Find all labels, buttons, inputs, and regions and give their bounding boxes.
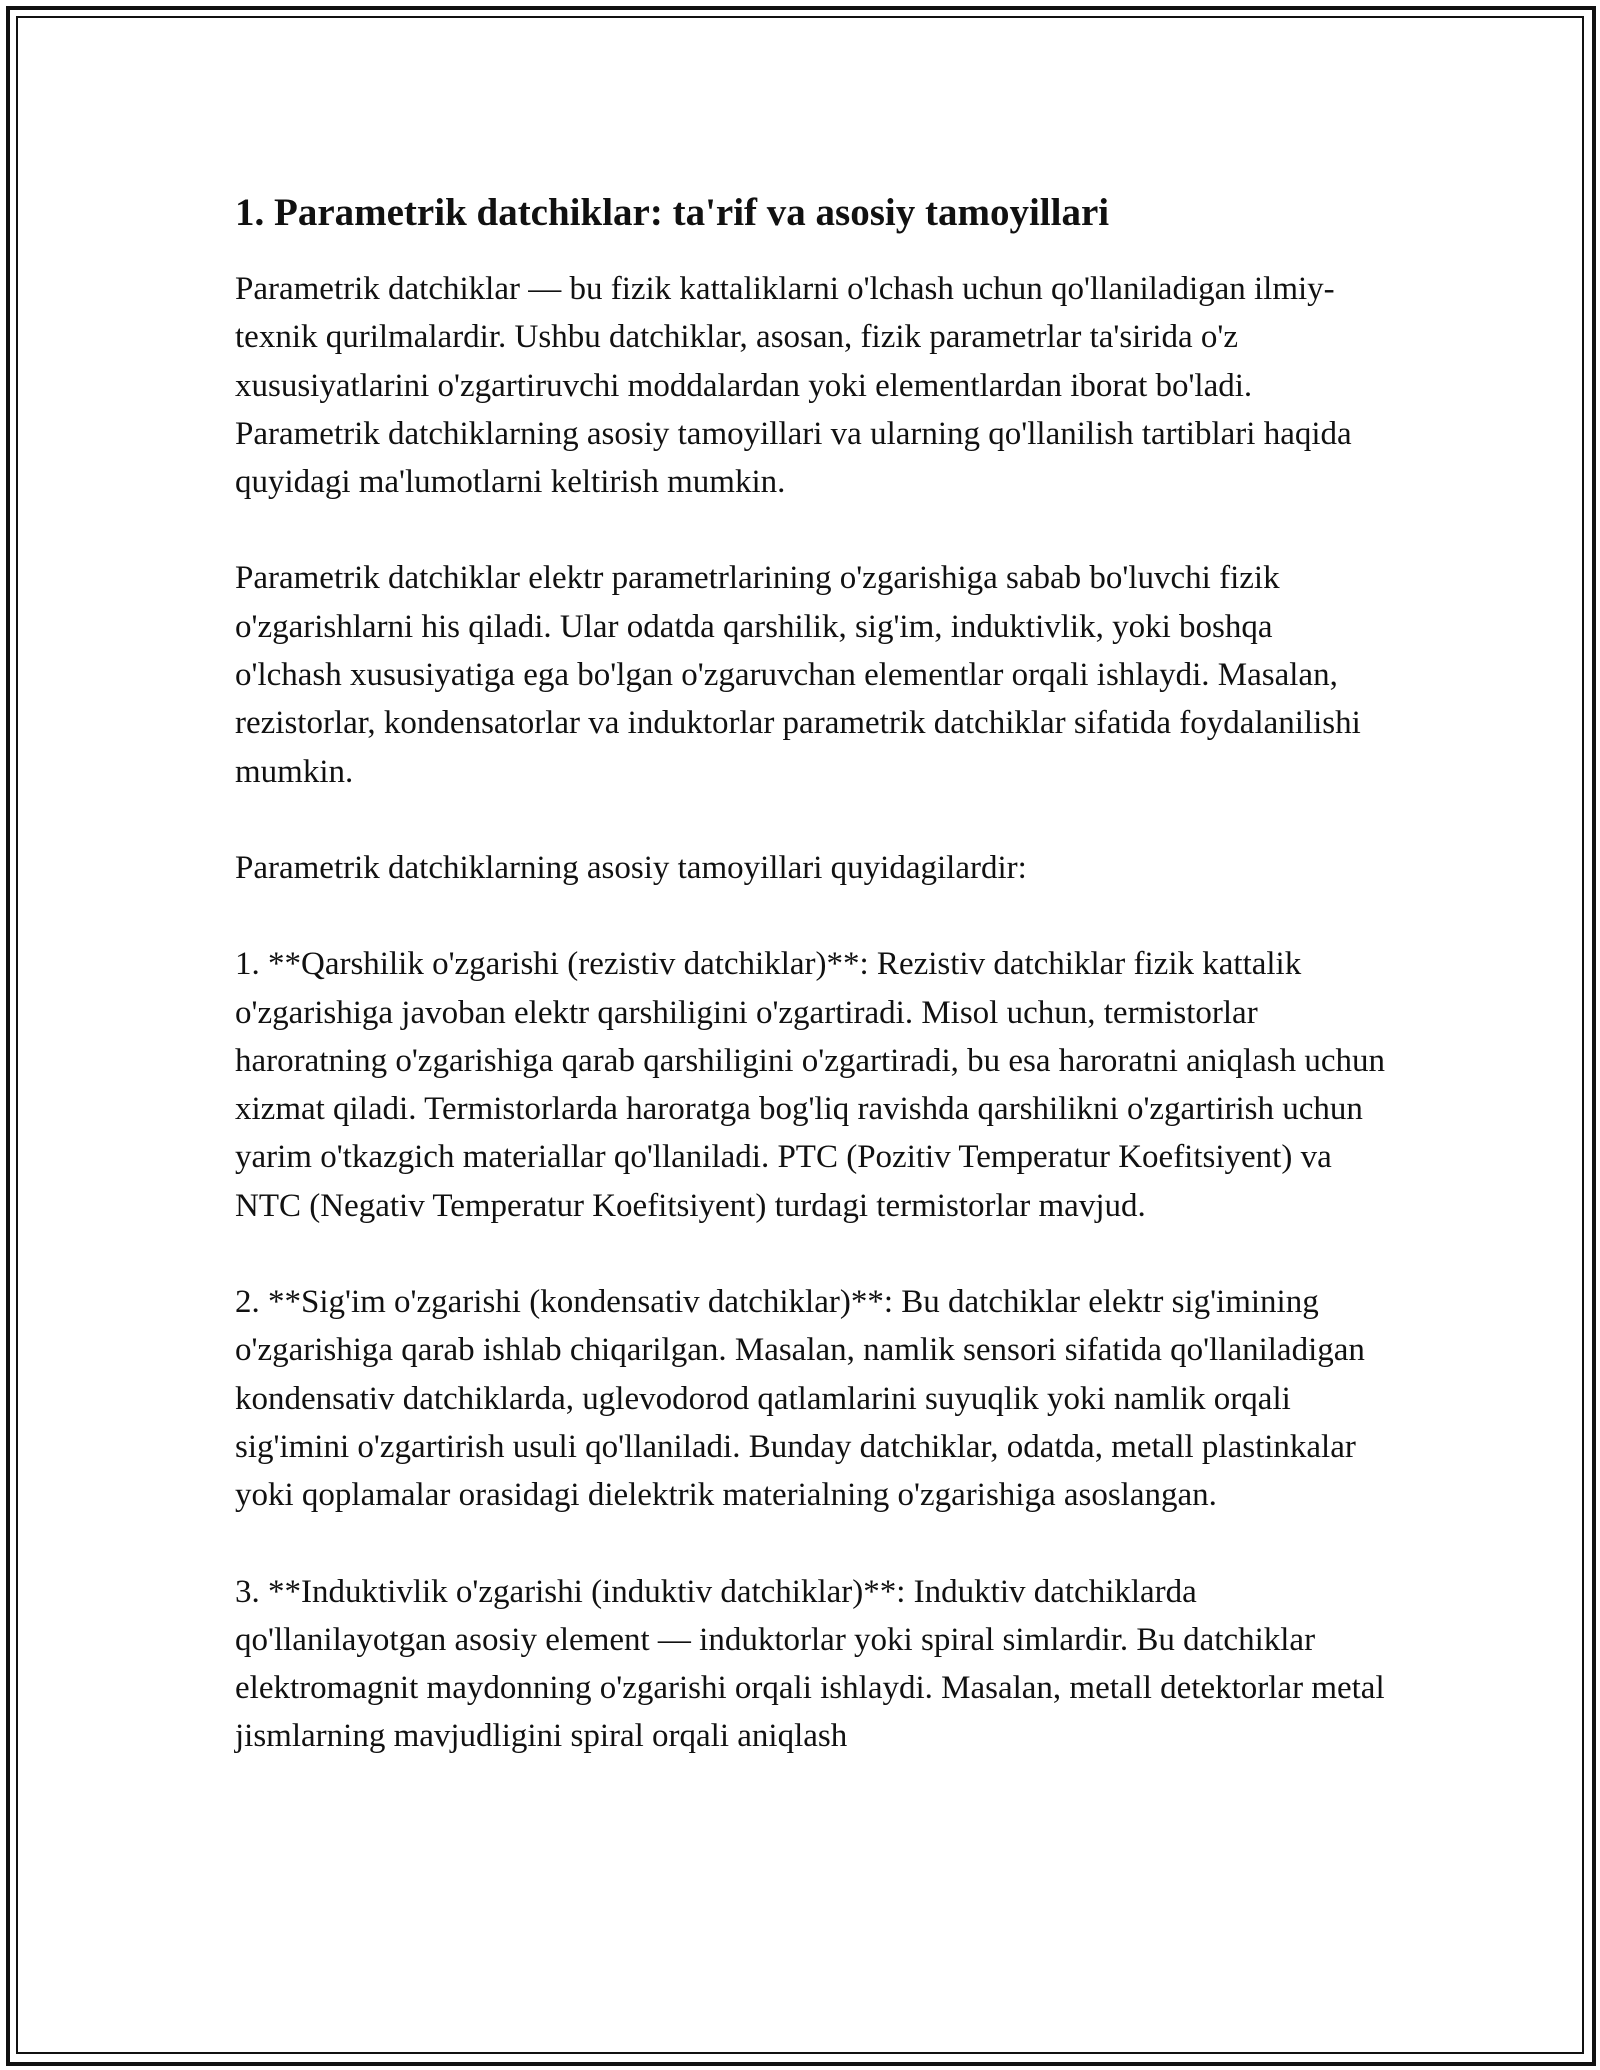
section-heading: 1. Parametrik datchiklar: ta'rif va asosiy tamoyillari [235, 191, 1110, 234]
list-item-resistive: 1. **Qarshilik o'zgarishi (rezistiv datchiklar)**: Rezistiv datchiklar fizik kattalik o'zgarishiga javoban elektr qarshiligini o'zgartiradi. Misol uchun, termistorlar haroratning o'zgarishiga qarab qarshiligini o'zgartiradi, bu esa haroratni aniqlash uchun xizmat qiladi. Termistorlarda haroratga bog'liq ravishda qarshilikni o'zgartirish uchun yarim o'tkazgich materiallar qo'llaniladi. PTC (Pozitiv Temperatur Koefitsiyent) va NTC (Negativ Temperatur Koefitsiyent) turdagi termistorlar mavjud. [235, 946, 1386, 1224]
paragraph-principles-lead: Parametrik datchiklarning asosiy tamoyillari quyidagilardir: [235, 849, 1027, 886]
paragraph-intro: Parametrik datchiklar — bu fizik kattaliklarni o'lchash uchun qo'llaniladigan ilmiy-texnik qurilmalardir. Ushbu datchiklar, asosan, fizik parametrlar ta'sirida o'z xususiyatlarini o'zgartiruvchi moddalardan yoki elementlardan iborat bo'ladi. Parametrik datchiklarning asosiy tamoyillari va ularning qo'llanilish tartiblari haqida quyidagi ma'lumotlarni keltirish mumkin. [235, 271, 1352, 501]
paragraph-overview: Parametrik datchiklar elektr parametrlarining o'zgarishiga sabab bo'luvchi fizik o'zgarishlarni his qiladi. Ular odatda qarshilik, sig'im, induktivlik, yoki boshqa o'lchash xususiyatiga ega bo'lgan o'zgaruvchan elementlar orqali ishlaydi. Masalan, rezistorlar, kondensatorlar va induktorlar parametrik datchiklar sifatida foydalanilishi mumkin. [235, 560, 1361, 790]
list-item-capacitive: 2. **Sig'im o'zgarishi (kondensativ datchiklar)**: Bu datchiklar elektr sig'imining o'zgarishiga qarab ishlab chiqarilgan. Masalan, namlik sensori sifatida qo'llaniladigan kondensativ datchiklarda, uglevodorod qatlamlarini suyuqlik yoki namlik orqali sig'imini o'zgartirish usuli qo'llaniladi. Bunday datchiklar, odatda, metall plastinkalar yoki qoplamalar orasidagi dielektrik materialning o'zgarishiga asoslangan. [235, 1284, 1365, 1514]
list-item-inductive: 3. **Induktivlik o'zgarishi (induktiv datchiklar)**: Induktiv datchiklarda qo'llanilayotgan asosiy element — induktorlar yoki spiral simlardir. Bu datchiklar elektromagnit maydonning o'zgarishi orqali ishlaydi. Masalan, metall detektorlar metal jismlarning mavjudligini spiral orqali aniqlash [235, 1573, 1385, 1755]
document-body [235, 185, 1385, 1809]
